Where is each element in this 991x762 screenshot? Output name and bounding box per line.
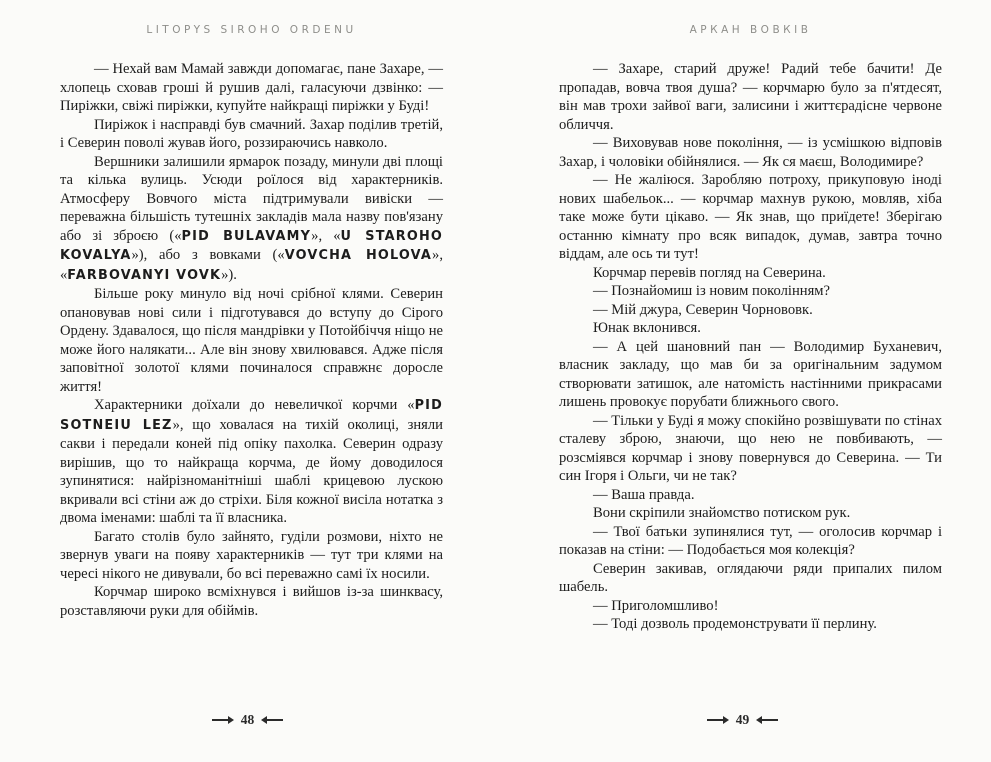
tavern-name: VOVCHA HOLOVA bbox=[284, 248, 433, 263]
tavern-name: PID SOTNEIU LEZ bbox=[60, 398, 443, 433]
paragraph: Северин закивав, оглядаючи ряди припалих пилом шабель. bbox=[559, 560, 942, 595]
paragraph: Вершники залишили ярмарок позаду, минули дві площі та кілька вулиць. Усюди роїлося від характерників. Атмосферу Вовчого міста підтримували вивіски — переважна більшість тутешніх закладів мала назву пов'язану або зі зброєю («PID BULAVAMY», «U STAROHO KOVALYA»), або з вовками («VOVCHA HOLOVA», «FARBOVANYI VOVK»). bbox=[60, 153, 444, 283]
paragraph: Корчмар широко всміхнувся і вийшов із-за шинквасу, розставляючи руки для обіймів. bbox=[60, 584, 443, 619]
paragraph: Вони скріпили знайомство потиском рук. bbox=[593, 505, 851, 521]
page-ornament-icon bbox=[212, 719, 232, 721]
page-footer-right bbox=[495, 712, 990, 728]
paragraph: — Ваша правда. bbox=[593, 486, 695, 503]
running-header-left: LITOPYS SIROHO ORDENU bbox=[146, 24, 357, 36]
paragraph: — А цей шановний пан — Володимир Буханевич, власник закладу, що мав би за оригінальним задумом створювати затишок, але натомість настінними прикрасами лишень провокує порубати ближнього свого. bbox=[559, 338, 942, 410]
page-text-column-left bbox=[60, 60, 443, 620]
paragraph: — Познайомиш із новим поколінням? bbox=[593, 283, 830, 299]
paragraph: — Приголомшливо! bbox=[593, 597, 719, 614]
page-right bbox=[495, 0, 990, 762]
tavern-name: FARBOVANYI VOVK bbox=[67, 267, 222, 283]
page-footer-left bbox=[0, 712, 495, 728]
tavern-name: U STAROHO KOVALYA bbox=[60, 228, 444, 263]
paragraph: Характерники доїхали до невеличкої корчми «PID SOTNEIU LEZ», що ховалася на тихій околиці, зняли сакви і передали коней під опіку пахолка. Северин одразу вирішив, що то найкраща корчма, де йому доводилося зупинятися: найрізноманітніші шаблі крицевою лускою вкривали всі стіни аж до стріхи. Біля кожної висіла нотатка з двома іменами: шаблі та її власника. bbox=[60, 397, 443, 526]
paragraph: — Захаре, старий друже! Радий тебе бачити! Де пропадав, вовча твоя душа? — корчмарю було за п'ятдесят, він мав трохи зайвої ваги, залисини і життєрадісне червоне обличчя. bbox=[559, 61, 942, 133]
paragraph: Юнак вклонився. bbox=[593, 320, 701, 336]
paragraph: — Твої батьки зупинялися тут, — оголосив корчмар і показав на стіни: — Подобається моя колекція? bbox=[559, 523, 942, 558]
paragraph: — Нехай вам Мамай завжди допомагає, пане Захаре, — хлопець сховав гроші й рушив далі, галасуючи дзвінко: — Пиріжки, свіжі пиріжки, купуйте найкращі пиріжки у Буді! bbox=[60, 61, 443, 114]
paragraph: Пиріжок і насправді був смачний. Захар поділив третій, і Северин поволі жував його, роззираючись навколо. bbox=[60, 116, 443, 151]
paragraph: — Тільки у Буді я можу спокійно розвішувати по стінах сталеву зброю, знаючи, що нею не повбивають, — розсміявся корчмар і знову повернувся до Северина. — Ти син Ігоря і Ольги, чи не так? bbox=[559, 412, 942, 484]
paragraph: — Мій джура, Северин Чорнововк. bbox=[593, 301, 813, 318]
paragraph: Більше року минуло від ночі срібної клями. Северин опановував нові сили і підготувався до вступу до Сірого Ордену. Здавалося, що після мандрівки у Потойбіччя ніщо не може його налякати... Але він знову хвилювався. Адже після заповітної золотої клями починалося справжнє доросле життя! bbox=[60, 286, 443, 395]
page-number-left: 48 bbox=[240, 712, 255, 727]
page-number-right: 49 bbox=[735, 712, 750, 727]
page-ornament-icon bbox=[263, 719, 283, 721]
paragraph: — Тоді дозволь продемонструвати її перлину. bbox=[593, 616, 877, 632]
paragraph: — Виховував нове покоління, — із усмішкою відповів Захар, і чоловіки обійнялися. — Як ся маєш, Володимире? bbox=[559, 135, 942, 170]
page-ornament-icon bbox=[758, 719, 778, 721]
page-ornament-icon bbox=[707, 719, 727, 721]
page-left bbox=[0, 0, 495, 762]
paragraph: Корчмар перевів погляд на Северина. bbox=[593, 264, 826, 281]
page-text-column-right bbox=[559, 60, 942, 634]
paragraph: — Не жаліюся. Заробляю потроху, прикуповую іноді нових шабельок... — корчмар махнув рукою, мовляв, хіба таке може бути цікаво. — Як знав, що приїдете! Зберігаю останню кімнату про всяк випадок, думав, завтра точно віддам, але ось ти тут! bbox=[559, 172, 942, 262]
running-header-right: АРКАН ВОВКІВ bbox=[689, 24, 812, 36]
paragraph: Багато столів було зайнято, гуділи розмови, ніхто не звернув уваги на появу характерників — тут три клями на чересі нікого не дивували, бо всі переважно самі їх носили. bbox=[60, 528, 443, 582]
tavern-name: PID BULAVAMY bbox=[181, 228, 312, 244]
